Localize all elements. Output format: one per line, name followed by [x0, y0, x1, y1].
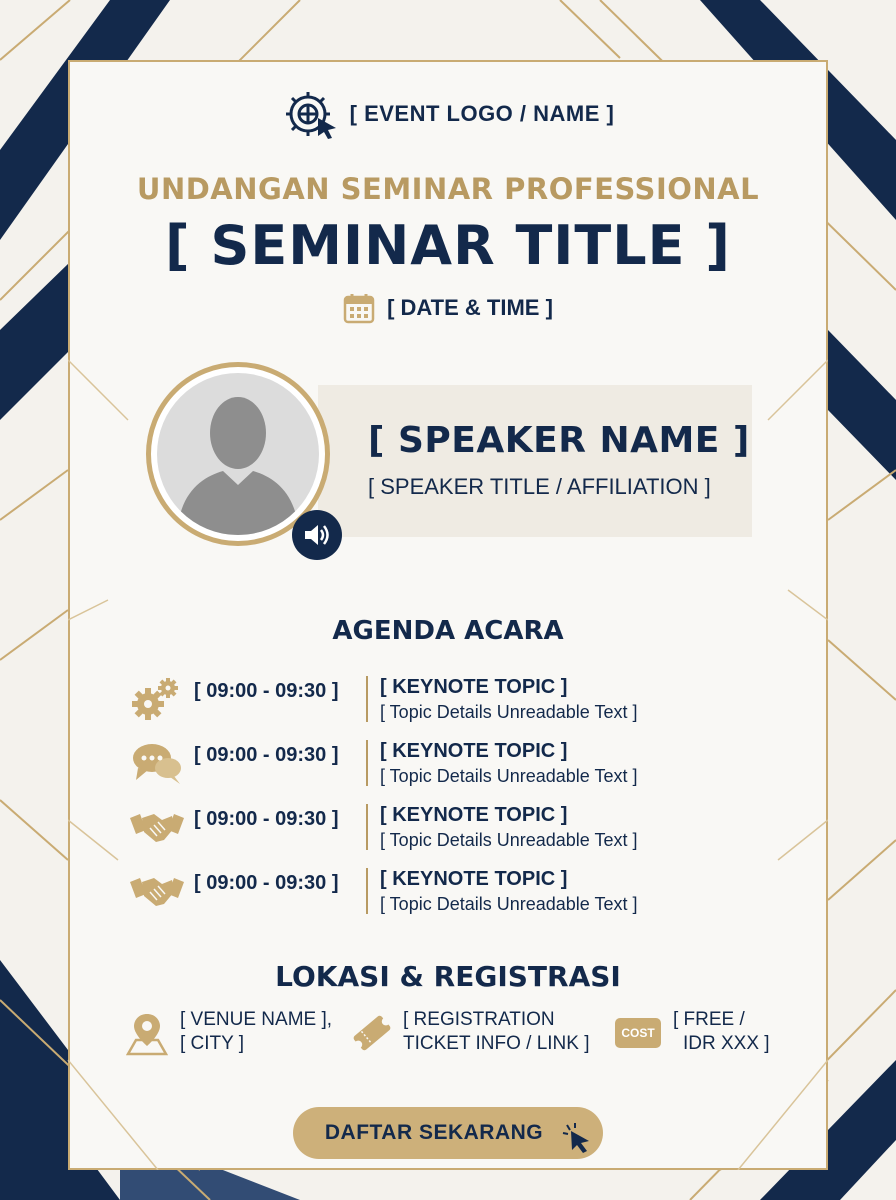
map-pin-icon	[126, 1010, 168, 1056]
speaker-name: [ SPEAKER NAME ]	[368, 420, 750, 461]
person-silhouette-icon	[157, 373, 319, 535]
agenda-details: [ Topic Details Unreadable Text ]	[380, 702, 638, 722]
agenda-time: [ 09:00 - 09:30 ]	[194, 680, 339, 702]
agenda-item	[130, 740, 730, 796]
location-heading: LOKASI & REGISTRASI	[275, 960, 621, 993]
agenda-item	[130, 868, 730, 924]
seminar-title: [ SEMINAR TITLE ]	[165, 214, 731, 277]
agenda-item	[130, 804, 730, 860]
agenda-time: [ 09:00 - 09:30 ]	[194, 872, 339, 894]
register-now-button[interactable]	[293, 1107, 603, 1159]
ticket-info	[403, 1008, 590, 1056]
cost-badge: COST	[615, 1018, 661, 1048]
cursor-click-icon	[561, 1121, 595, 1155]
date-time-text: [ DATE & TIME ]	[387, 295, 553, 320]
speaker-volume-icon	[302, 521, 332, 549]
agenda-details: [ Topic Details Unreadable Text ]	[380, 894, 638, 914]
agenda-topic: [ KEYNOTE TOPIC ]	[380, 676, 568, 698]
handshake-icon	[130, 868, 184, 914]
cost-info	[673, 1008, 770, 1056]
agenda-divider	[366, 804, 368, 850]
gears-icon	[130, 676, 184, 722]
agenda-details: [ Topic Details Unreadable Text ]	[380, 766, 638, 786]
venue-name: [ VENUE NAME ],	[180, 1009, 333, 1030]
ticket-icon	[350, 1012, 394, 1054]
speaker-audio-button[interactable]	[292, 510, 342, 560]
agenda-topic: [ KEYNOTE TOPIC ]	[380, 804, 568, 826]
register-now-label: DAFTAR SEKARANG	[324, 1121, 544, 1144]
gear-globe-icon	[282, 88, 340, 140]
speaker-panel	[318, 385, 752, 537]
cost-line-2: IDR XXX ]	[683, 1033, 770, 1054]
agenda-time: [ 09:00 - 09:30 ]	[194, 808, 339, 830]
venue-info	[180, 1008, 332, 1056]
cost-line-1: [ FREE /	[673, 1009, 745, 1030]
event-subtitle: UNDANGAN SEMINAR PROFESSIONAL	[136, 172, 760, 206]
chat-bubbles-icon	[130, 740, 184, 786]
date-time-row	[0, 292, 896, 324]
agenda-item	[130, 676, 730, 732]
calendar-icon	[343, 292, 375, 324]
ticket-line-2: TICKET INFO / LINK ]	[403, 1033, 590, 1054]
speaker-title: [ SPEAKER TITLE / AFFILIATION ]	[368, 474, 711, 499]
venue-city: [ CITY ]	[180, 1033, 245, 1054]
agenda-topic: [ KEYNOTE TOPIC ]	[380, 868, 568, 890]
agenda-divider	[366, 868, 368, 914]
event-logo-row	[0, 88, 896, 140]
agenda-details: [ Topic Details Unreadable Text ]	[380, 830, 638, 850]
handshake-icon	[130, 804, 184, 850]
agenda-divider	[366, 740, 368, 786]
event-logo-text: [ EVENT LOGO / NAME ]	[349, 101, 615, 126]
ticket-line-1: [ REGISTRATION	[403, 1009, 555, 1030]
agenda-heading: AGENDA ACARA	[332, 616, 564, 646]
agenda-topic: [ KEYNOTE TOPIC ]	[380, 740, 568, 762]
agenda-time: [ 09:00 - 09:30 ]	[194, 744, 339, 766]
agenda-divider	[366, 676, 368, 722]
